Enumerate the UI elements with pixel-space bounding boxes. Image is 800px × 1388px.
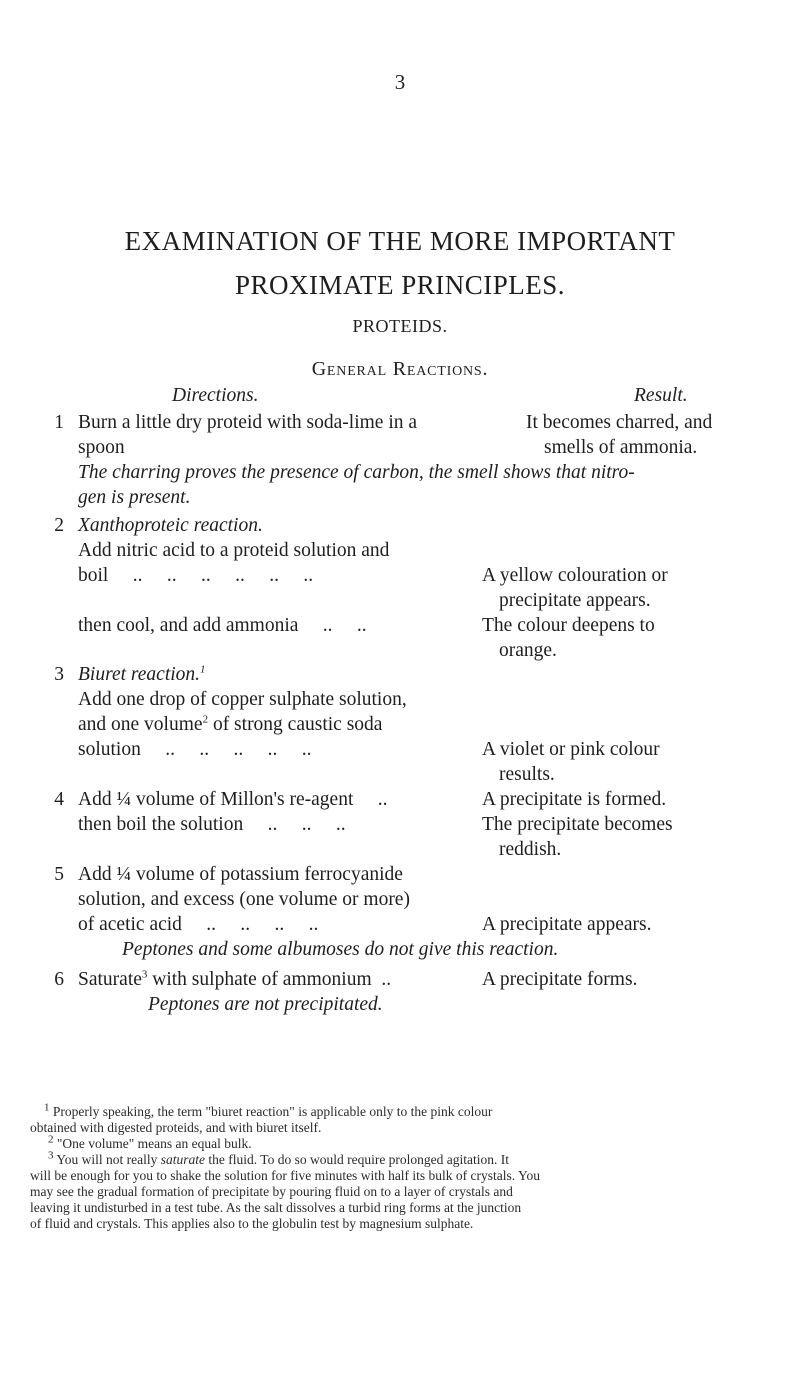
footnote-3-mark: 3: [48, 1149, 54, 1162]
footnote-3-line-4: leaving it undisturbed in a test tube. As the salt dissolves a turbid ring forms at the junction: [30, 1200, 522, 1215]
item-6-number: 6: [54, 969, 64, 990]
footnote-3-line-1: [48, 1149, 510, 1168]
page-title-line-2: PROXIMATE PRINCIPLES.: [234, 270, 566, 300]
item-5-result-line-1: A precipitate appears.: [482, 914, 652, 935]
item-3-direction-line-1: Add one drop of copper sulphate solution,: [78, 689, 407, 710]
footnote-ref-2: 2: [202, 713, 209, 726]
footnote-1-mark: 1: [44, 1101, 50, 1114]
footnote-1-line-1: [44, 1101, 493, 1120]
section-heading: PROTEIDS.: [352, 316, 448, 336]
item-1-direction-line-2: spoon: [78, 437, 125, 458]
page-title-line-1: EXAMINATION OF THE MORE IMPORTANT: [124, 226, 676, 256]
item-4-direction-line-2: then boil the solution .. .. ..: [78, 814, 346, 835]
item-4-result-line-3: reddish.: [499, 839, 562, 860]
item-5-number: 5: [54, 864, 64, 885]
footnote-3-line-3: may see the gradual formation of precipitate by pouring fluid on to a layer of crystals and: [30, 1184, 513, 1199]
item-2-direction-line-3: then cool, and add ammonia .. ..: [78, 615, 367, 636]
item-6-direction-a: Saturate: [78, 969, 142, 990]
item-2-heading: Xanthoproteic reaction.: [78, 515, 263, 536]
item-6-note: Peptones are not precipitated.: [148, 994, 383, 1015]
item-5-direction-line-2: solution, and excess (one volume or more): [78, 889, 410, 910]
footnote-ref-1: 1: [200, 663, 206, 676]
item-2-direction-line-1: Add nitric acid to a proteid solution and: [78, 540, 390, 561]
item-3-heading-text: Biuret reaction.: [78, 664, 201, 685]
item-3-direction-line-2: [78, 714, 382, 736]
item-4-result-line-2: The precipitate becomes: [482, 814, 673, 835]
item-4-direction-line-1: Add ¼ volume of Millon's re-agent ..: [78, 789, 388, 810]
footnote-2-text: "One volume" means an equal bulk.: [56, 1136, 252, 1151]
footnote-3-line-2: will be enough for you to shake the solution for five minutes with half its bulk of crystals. You: [30, 1168, 540, 1183]
footnote-1-text: Properly speaking, the term "biuret reaction" is applicable only to the pink colour: [52, 1104, 493, 1119]
item-1-note-line-2: gen is present.: [78, 487, 191, 508]
item-5-direction-line-1: Add ¼ volume of potassium ferrocyanide: [78, 864, 403, 885]
item-6-result-line-1: A precipitate forms.: [482, 969, 638, 990]
item-2-direction-line-2: boil .. .. .. .. .. ..: [78, 565, 314, 586]
footnote-2-mark: 2: [48, 1133, 54, 1146]
footnote-3-text-a: You will not really: [56, 1152, 161, 1167]
item-3-heading: [78, 664, 206, 686]
footnote-3-text-b: the fluid. To do so would require prolonged agitation. It: [205, 1152, 510, 1167]
subsection-heading: [0, 358, 800, 381]
item-2-result-line-3: The colour deepens to: [482, 615, 655, 636]
item-5-direction-line-3: of acetic acid .. .. .. ..: [78, 914, 319, 935]
column-heading-result: Result.: [634, 385, 688, 406]
footnote-3-line-5: of fluid and crystals. This applies also to the globulin test by magnesium sulphate.: [30, 1216, 474, 1231]
item-3-direction-line-2a: and one volume: [78, 714, 203, 735]
footnote-1-line-2: obtained with digested proteids, and with biuret itself.: [30, 1120, 322, 1135]
item-1-direction-line-1: Burn a little dry proteid with soda-lime in a: [78, 412, 418, 433]
subsection-heading-text: General Reactions.: [311, 358, 489, 380]
item-3-result-line-2: results.: [499, 764, 555, 785]
item-2-result-line-2: precipitate appears.: [499, 590, 651, 611]
footnote-ref-3: 3: [141, 968, 148, 981]
item-6-direction-line-1: [78, 969, 391, 991]
item-2-result-line-1: A yellow colouration or: [482, 565, 668, 586]
item-2-result-line-4: orange.: [499, 640, 557, 661]
footnote-3-text-em: saturate: [160, 1152, 206, 1167]
item-4-number: 4: [54, 789, 64, 810]
item-1-result-line-1: It becomes charred, and: [526, 412, 713, 433]
footnote-2-line-1: [48, 1133, 252, 1152]
item-1-result-line-2: smells of ammonia.: [544, 437, 698, 458]
item-3-result-line-1: A violet or pink colour: [482, 739, 660, 760]
item-3-direction-line-2b: of strong caustic soda: [208, 714, 383, 735]
item-5-note: Peptones and some albumoses do not give this reaction.: [122, 939, 559, 960]
item-3-direction-line-3: solution .. .. .. .. ..: [78, 739, 312, 760]
page-number: 3: [394, 70, 406, 94]
item-1-note-line-1: The charring proves the presence of carbon, the smell shows that nitro-: [78, 462, 635, 483]
item-3-number: 3: [54, 664, 64, 685]
item-6-direction-b: with sulphate of ammonium ..: [147, 969, 392, 990]
item-2-number: 2: [54, 515, 64, 536]
item-4-result-line-1: A precipitate is formed.: [482, 789, 667, 810]
item-1-number: 1: [54, 412, 64, 433]
column-heading-directions: Directions.: [172, 385, 259, 406]
